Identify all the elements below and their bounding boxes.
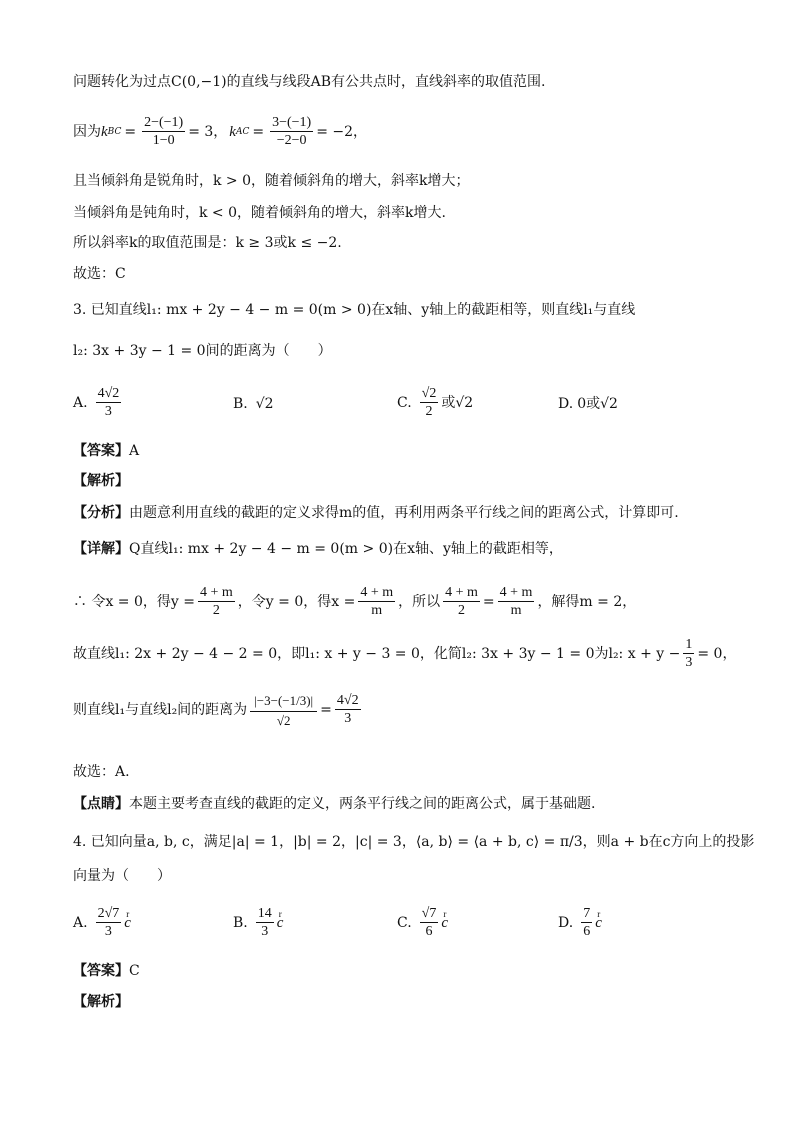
denominator: 3	[685, 655, 693, 670]
option-label: A.	[73, 394, 88, 411]
text: ，令y = 0，得x =	[237, 593, 356, 610]
text-line: 且当倾斜角是锐角时，k > 0，随着倾斜角的增大，斜率k增大；	[73, 173, 470, 189]
xiangjie-tag: 【详解】	[73, 541, 129, 557]
answer-line	[73, 961, 140, 981]
numerator: 2−(−1)	[144, 115, 184, 130]
option-a	[73, 385, 124, 420]
text: = −2，	[316, 123, 368, 140]
option-value: √2	[255, 396, 274, 412]
slope-symbol: k	[101, 123, 108, 140]
option-label: D.	[558, 396, 574, 412]
fraction	[358, 584, 395, 619]
fraction	[581, 905, 592, 940]
text: 故直线l₁: 2x + 2y − 4 − 2 = 0，即l₁: x + y − 3 = 0，化简l₂: 3x + 3y − 1 = 0为l₂: x + y −	[73, 645, 681, 662]
subscript: AC	[235, 126, 250, 137]
fraction	[256, 905, 274, 940]
denominator: m	[510, 603, 522, 618]
option-c	[397, 905, 448, 940]
numerator: 14	[257, 906, 272, 921]
dianjing-tag: 【点睛】	[73, 796, 129, 812]
option-label: C.	[397, 914, 412, 931]
text: ∴ 令x = 0，得y =	[73, 593, 195, 610]
solution-step-3	[73, 690, 364, 729]
option-b	[233, 394, 274, 414]
text-line: 当倾斜角是钝角时，k < 0，随着倾斜角的增大，斜率k增大.	[73, 205, 446, 221]
denominator: −2−0	[276, 133, 307, 148]
denominator: 3	[104, 404, 112, 419]
denominator: 3	[261, 924, 269, 939]
vector-c: r c	[277, 913, 284, 933]
denominator: √2	[276, 713, 291, 728]
text: = 3，	[188, 123, 228, 140]
answer-tag: 【答案】	[73, 443, 129, 459]
answer-tag: 【答案】	[73, 963, 129, 979]
question-4-stem: 4. 已知向量a, b, c，满足|a| = 1，|b| = 2，|c| = 3，⟨a, b⟩ = ⟨a + b, c⟩ = π/3，则a + b在c方向上的投影	[73, 834, 755, 850]
answer-value: C	[129, 963, 140, 979]
numerator: 4 + m	[445, 585, 478, 600]
option-d	[558, 394, 618, 414]
slope-symbol: k	[229, 123, 236, 140]
xiangjie-text: Q直线l₁: mx + 2y − 4 − m = 0(m > 0)在x轴、y轴上的截距相等，	[129, 541, 563, 557]
fraction	[96, 385, 122, 420]
text-line: 所以斜率k的取值范围是：k ≥ 3或k ≤ −2.	[73, 235, 342, 251]
fraction	[198, 584, 235, 619]
option-a	[73, 905, 131, 940]
option-label: B.	[233, 914, 248, 931]
option-label: C.	[397, 394, 412, 411]
denominator: m	[371, 603, 383, 618]
conclusion-line: 故选：A.	[73, 764, 130, 780]
equals: =	[252, 123, 265, 140]
fraction	[443, 584, 480, 619]
equals: =	[482, 593, 495, 610]
numerator: |−3−(−1/3)|	[250, 690, 317, 712]
answer-line	[73, 441, 139, 461]
option-value: 0或√2	[577, 396, 618, 412]
option-d	[558, 905, 602, 940]
option-label: B.	[233, 396, 248, 412]
analysis-tag: 【解析】	[73, 473, 129, 489]
numerator: 4√2	[97, 386, 120, 401]
fraction	[683, 636, 694, 671]
text: 因为	[73, 123, 101, 140]
vector-c: r c	[124, 913, 131, 933]
answer-value: A	[129, 443, 140, 459]
option-b	[233, 905, 283, 940]
question-3-stem: 3. 已知直线l₁: mx + 2y − 4 − m = 0(m > 0)在x轴、y轴上的截距相等，则直线l₁与直线	[73, 302, 636, 318]
fenxi-tag: 【分析】	[73, 505, 129, 521]
fraction	[420, 385, 439, 420]
text: = 0，	[697, 645, 737, 662]
numerator: 4 + m	[499, 585, 533, 600]
denominator: 3	[104, 924, 112, 939]
text-line: 故选：C	[73, 266, 126, 282]
detail-line	[73, 539, 563, 559]
numerator: √7	[421, 906, 437, 921]
subscript: BC	[107, 126, 122, 137]
text: ，解得m = 2，	[537, 593, 637, 610]
numerator: 3−(−1)	[272, 115, 312, 130]
denominator: 2	[425, 404, 433, 419]
denominator: 2	[212, 603, 220, 618]
equals: =	[124, 123, 137, 140]
fraction	[270, 114, 313, 149]
fenxi-text: 由题意利用直线的截距的定义求得m的值，再利用两条平行线之间的距离公式，计算即可.	[129, 505, 679, 521]
denominator: 2	[458, 603, 465, 618]
analysis-line	[73, 503, 679, 523]
numerator: √2	[421, 386, 437, 401]
denominator: 6	[425, 924, 433, 939]
numerator: 4 + m	[199, 585, 233, 600]
numerator: 1	[685, 637, 693, 652]
remark-line	[73, 794, 595, 814]
equals: =	[320, 701, 332, 718]
question-3-stem-cont: l₂: 3x + 3y − 1 = 0间的距离为（ ）	[73, 343, 332, 359]
fraction	[250, 690, 317, 729]
solution-step-2	[73, 636, 736, 671]
text-line: 问题转化为过点C(0,−1)的直线与线段AB有公共点时，直线斜率的取值范围.	[73, 74, 546, 90]
numerator: 7	[583, 906, 591, 921]
text: ，所以	[398, 593, 441, 610]
solution-step-1	[73, 584, 636, 619]
fraction	[335, 692, 361, 727]
denominator: 6	[583, 924, 591, 939]
fraction	[96, 905, 122, 940]
fraction	[142, 114, 185, 149]
numerator: 2√7	[97, 906, 120, 921]
option-label: D.	[558, 914, 574, 931]
fraction	[420, 905, 439, 940]
denominator: 1−0	[152, 133, 175, 148]
numerator: 4√2	[336, 693, 359, 708]
dianjing-text: 本题主要考查直线的截距的定义，两条平行线之间的距离公式，属于基础题.	[129, 796, 596, 812]
denominator: 3	[344, 711, 352, 726]
question-4-stem-cont: 向量为（ ）	[73, 868, 171, 884]
option-value: 或√2	[441, 394, 474, 411]
vector-c: r c	[441, 913, 448, 933]
vector-c: r c	[595, 913, 602, 933]
analysis-tag: 【解析】	[73, 994, 129, 1010]
option-label: A.	[73, 914, 88, 931]
numerator: 4 + m	[360, 585, 394, 600]
text: 则直线l₁与直线l₂间的距离为	[73, 701, 248, 718]
option-c	[397, 385, 473, 420]
slope-line	[73, 114, 367, 149]
fraction	[498, 584, 535, 619]
